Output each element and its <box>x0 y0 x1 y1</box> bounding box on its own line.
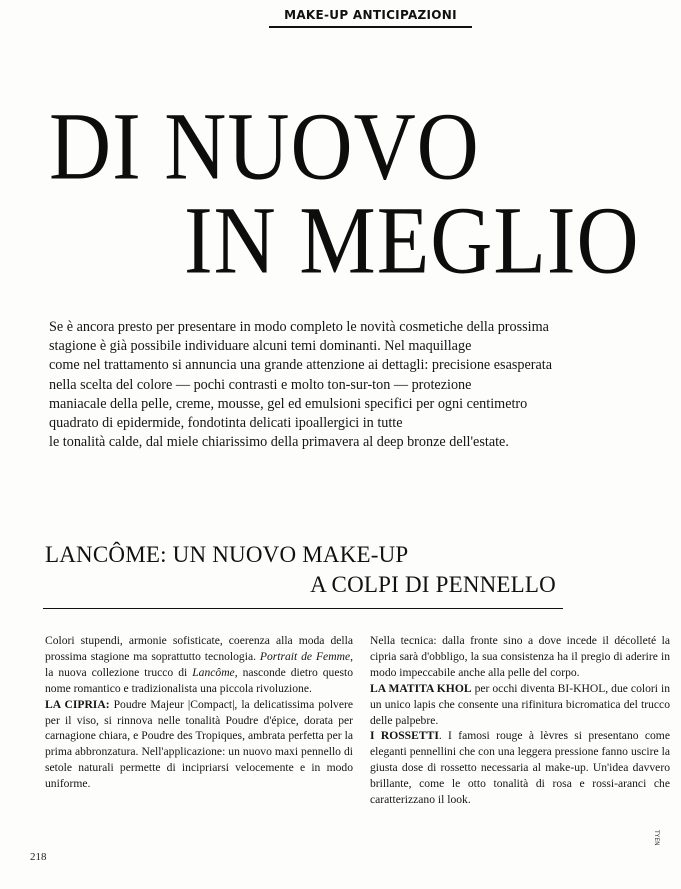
headline-line-2: IN MEGLIO <box>184 186 640 294</box>
headline-line-1: DI NUOVO <box>49 92 480 200</box>
headline <box>0 0 681 294</box>
subhead-line-1: LANCÔME: UN NUOVO MAKE-UP <box>45 542 409 567</box>
intro-line: stagione è già possibile individuare alcuni temi dominanti. Nel maquillage <box>49 338 472 355</box>
text-run: per occhi diventa BI-KHOL, due colori in un unico lapis che consente una rifinitura bicromatica del trucco delle palpebre. <box>370 681 670 727</box>
subhead-rule <box>43 608 563 609</box>
intro-line: Se è ancora presto per presentare in modo completo le novità cosmetiche della prossima <box>49 319 549 335</box>
text-run: , la nuova collezione trucco di <box>45 649 353 679</box>
italic-title: Portrait de Femme <box>259 649 351 663</box>
article-paragraph <box>45 697 353 792</box>
paragraph-lead: LA MATITA KHOL <box>370 681 472 695</box>
subhead-line-2: A COLPI DI PENNELLO <box>310 572 556 597</box>
intro-line: quadrato di epidermide, fondotinta delicati ipoallergici in tutte <box>49 415 403 432</box>
page-number: 218 <box>30 851 47 863</box>
article-column-left <box>45 633 353 792</box>
intro-line: maniacale della pelle, creme, mousse, gel ed emulsioni specifici per ogni centimetro <box>49 395 528 412</box>
article-column-right <box>370 633 670 808</box>
text-run: . I famosi rouge à lèvres si presentano come eleganti pennellini che con una leggera pressione fanno uscire la giusta dose di rossetto necessaria al make-up. Un'idea davvero brillante, come le otto tonalità di rosa e rossi-aranci che caratterizzano il look. <box>370 729 670 807</box>
text-run: Poudre Majeur |Compact|, la delicatissima polvere per il viso, si rinnova nelle tonalità Poudre d'épice, dorata per carnagione chiara, e Poudre des Tropiques, ambrata perfetta per la prima abbronzatura. Nell'applicazione: un nuovo maxi pennello di setole naturali permette di incipriarsi velocemente e in modo uniforme. <box>45 697 353 791</box>
article-paragraph <box>370 728 670 808</box>
subhead <box>45 540 560 600</box>
article-paragraph <box>45 633 353 697</box>
intro-paragraph <box>49 318 649 452</box>
paragraph-lead: LA CIPRIA: <box>45 697 110 711</box>
italic-brand: Lancôme <box>192 665 235 679</box>
text-run: , nasconde dietro questo nome romantico e tradizionalista una piccola rivoluzione. <box>45 665 353 695</box>
paragraph-lead: I ROSSETTI <box>370 729 439 743</box>
intro-line: le tonalità calde, dal miele chiarissimo della primavera al deep bronze dell'estate. <box>49 434 509 451</box>
section-header: MAKE-UP ANTICIPAZIONI <box>269 8 472 28</box>
text-run: Colori stupendi, armonie sofisticate, coerenza alla moda della prossima stagione ma soprattutto tecnologia. <box>45 634 353 663</box>
intro-line: nella scelta del colore — pochi contrasti e molto ton-sur-ton — protezione <box>49 376 472 393</box>
article-paragraph <box>370 681 670 729</box>
photo-credit: TYEN <box>653 830 660 846</box>
article-paragraph: Nella tecnica: dalla fronte sino a dove incede il décolleté la cipria sarà d'obbligo, la sua consistenza ha il pregio di aderire in modo impeccabile anche alla pelle del corpo. <box>370 634 670 679</box>
intro-line: come nel trattamento si annuncia una grande attenzione ai dettagli: precisione esasperata <box>49 357 553 374</box>
